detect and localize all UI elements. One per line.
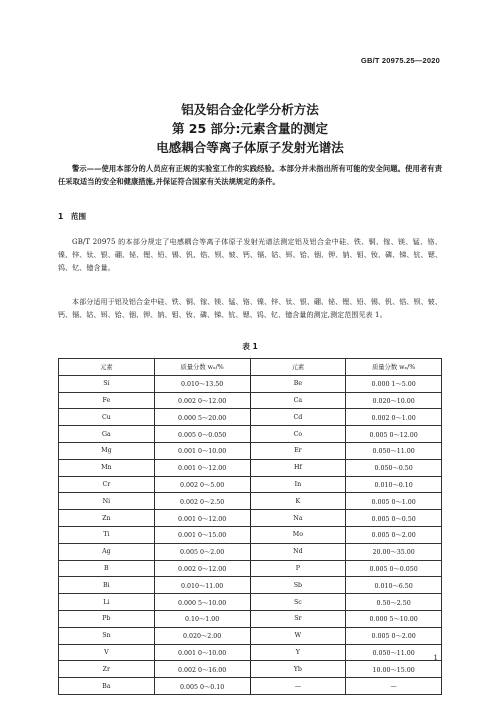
document-title bbox=[0, 100, 500, 157]
element-cell: Cr bbox=[59, 476, 155, 493]
mass-fraction-cell: 0.002 0～2.50 bbox=[154, 493, 250, 510]
element-cell: P bbox=[250, 560, 346, 577]
mass-fraction-cell: 0.005 0～0.10 bbox=[154, 678, 250, 695]
table-row bbox=[59, 426, 442, 443]
table-row bbox=[59, 661, 442, 678]
mass-fraction-cell: 0.000 5～10.00 bbox=[346, 610, 442, 627]
element-cell: Ag bbox=[59, 543, 155, 560]
table-row bbox=[59, 543, 442, 560]
element-cell: W bbox=[250, 627, 346, 644]
standard-code: GB/T 20975.25—2020 bbox=[360, 56, 440, 65]
element-cell: Y bbox=[250, 644, 346, 661]
element-cell: Mg bbox=[59, 442, 155, 459]
element-cell: Mn bbox=[59, 459, 155, 476]
element-cell: Yb bbox=[250, 661, 346, 678]
element-cell: Mo bbox=[250, 526, 346, 543]
element-cell: Ti bbox=[59, 526, 155, 543]
table-row bbox=[59, 375, 442, 392]
mass-fraction-cell: 0.002 0～12.00 bbox=[154, 560, 250, 577]
element-cell: Ni bbox=[59, 493, 155, 510]
table-row bbox=[59, 594, 442, 611]
table-row bbox=[59, 459, 442, 476]
table-row bbox=[59, 560, 442, 577]
mass-fraction-cell: 0.005 0～1.00 bbox=[346, 493, 442, 510]
table-row bbox=[59, 392, 442, 409]
mass-fraction-cell: 0.050～0.50 bbox=[346, 459, 442, 476]
element-cell: Si bbox=[59, 375, 155, 392]
table-row bbox=[59, 577, 442, 594]
element-cell: V bbox=[59, 644, 155, 661]
element-cell: Li bbox=[59, 594, 155, 611]
table-row bbox=[59, 493, 442, 510]
element-cell: Sr bbox=[250, 610, 346, 627]
mass-fraction-cell: 0.010～0.10 bbox=[346, 476, 442, 493]
table-header-row bbox=[59, 359, 442, 376]
element-cell: B bbox=[59, 560, 155, 577]
mass-fraction-cell: 0.050～11.00 bbox=[346, 644, 442, 661]
element-cell: Cd bbox=[250, 409, 346, 426]
element-cell: Er bbox=[250, 442, 346, 459]
scope-paragraph-1: GB/T 20975 的本部分规定了电感耦合等离子体原子发射光谱法测定铝及铝合金中硅、铁、铜、镓、镁、锰、铬、镍、锌、钛、银、硼、铋、锂、铅、锡、钒、锆、钡、铍、钙、镉、钴、铒、铪、铟、钾、钠、钼、钕、磷、锑、钪、锶、钨、钇、镱含量。 bbox=[58, 238, 442, 272]
mass-fraction-cell: 0.002 0～12.00 bbox=[154, 392, 250, 409]
mass-fraction-cell: 10.00～15.00 bbox=[346, 661, 442, 678]
mass-fraction-cell: 0.005 0～2.00 bbox=[154, 543, 250, 560]
header-mass-fraction: 质量分数 wₓ/% bbox=[346, 359, 442, 376]
element-cell: Na bbox=[250, 510, 346, 527]
mass-fraction-cell: 0.000 5～10.00 bbox=[154, 594, 250, 611]
mass-fraction-cell: — bbox=[346, 678, 442, 695]
table-row bbox=[59, 526, 442, 543]
table-row bbox=[59, 678, 442, 695]
table-row bbox=[59, 627, 442, 644]
mass-fraction-cell: 0.002 0～5.00 bbox=[154, 476, 250, 493]
table-body bbox=[59, 375, 442, 694]
element-cell: Pb bbox=[59, 610, 155, 627]
range-table bbox=[58, 358, 442, 695]
mass-fraction-cell: 0.050～11.00 bbox=[346, 442, 442, 459]
element-cell: Ga bbox=[59, 426, 155, 443]
mass-fraction-cell: 0.001 0～10.00 bbox=[154, 442, 250, 459]
mass-fraction-cell: 0.010～6.50 bbox=[346, 577, 442, 594]
mass-fraction-cell: 0.005 0～0.050 bbox=[154, 426, 250, 443]
table-row bbox=[59, 476, 442, 493]
mass-fraction-cell: 0.005 0～2.00 bbox=[346, 526, 442, 543]
mass-fraction-cell: 0.000 1～5.00 bbox=[346, 375, 442, 392]
element-cell: Sc bbox=[250, 594, 346, 611]
scope-paragraph-2: 本部分适用于铝及铝合金中硅、铁、铜、镓、镁、锰、铬、镍、锌、钛、银、硼、铋、锂、铅、锡、钒、锆、钡、铍、钙、镉、钴、铒、铪、铟、钾、钠、钼、钕、磷、锑、钪、锶、钨、钇、镱含量的测定,测定范围见表 1。 bbox=[58, 298, 442, 319]
element-cell: K bbox=[250, 493, 346, 510]
safety-warning: 警示——使用本部分的人员应有正规的实验室工作的实践经验。本部分并未指出所有可能的安全问题。使用者有责任采取适当的安全和健康措施,并保证符合国家有关法规规定的条件。 bbox=[58, 164, 442, 186]
mass-fraction-cell: 0.002 0～1.00 bbox=[346, 409, 442, 426]
element-cell: Ca bbox=[250, 392, 346, 409]
page-number: 1 bbox=[433, 654, 438, 662]
mass-fraction-cell: 0.000 5～20.00 bbox=[154, 409, 250, 426]
mass-fraction-cell: 20.00～35.00 bbox=[346, 543, 442, 560]
mass-fraction-cell: 0.020～10.00 bbox=[346, 392, 442, 409]
element-cell: In bbox=[250, 476, 346, 493]
mass-fraction-cell: 0.50～2.50 bbox=[346, 594, 442, 611]
table-row bbox=[59, 442, 442, 459]
mass-fraction-cell: 0.001 0～12.00 bbox=[154, 510, 250, 527]
mass-fraction-cell: 0.001 0～10.00 bbox=[154, 644, 250, 661]
table-row bbox=[59, 610, 442, 627]
element-cell: Zn bbox=[59, 510, 155, 527]
mass-fraction-cell: 0.020～2.00 bbox=[154, 627, 250, 644]
element-cell: Fe bbox=[59, 392, 155, 409]
element-cell: Be bbox=[250, 375, 346, 392]
mass-fraction-cell: 0.005 0～12.00 bbox=[346, 426, 442, 443]
element-cell: Cu bbox=[59, 409, 155, 426]
element-cell: Sb bbox=[250, 577, 346, 594]
element-cell: Ba bbox=[59, 678, 155, 695]
table-row bbox=[59, 510, 442, 527]
mass-fraction-cell: 0.010～11.00 bbox=[154, 577, 250, 594]
mass-fraction-cell: 0.001 0～12.00 bbox=[154, 459, 250, 476]
element-cell: Bi bbox=[59, 577, 155, 594]
table-title: 表 1 bbox=[242, 342, 258, 351]
table-row bbox=[59, 409, 442, 426]
mass-fraction-cell: 0.001 0～15.00 bbox=[154, 526, 250, 543]
mass-fraction-cell: 0.010～13.50 bbox=[154, 375, 250, 392]
element-cell: Hf bbox=[250, 459, 346, 476]
element-cell: Nd bbox=[250, 543, 346, 560]
mass-fraction-cell: 0.005 0～0.050 bbox=[346, 560, 442, 577]
title-line-3: 电感耦合等离子体原子发射光谱法 bbox=[156, 140, 344, 155]
element-cell: Sn bbox=[59, 627, 155, 644]
title-line-2: 第 25 部分:元素含量的测定 bbox=[171, 121, 329, 136]
section-heading-scope: 1 范围 bbox=[58, 212, 87, 221]
header-element: 元素 bbox=[59, 359, 155, 376]
title-line-1: 铝及铝合金化学分析方法 bbox=[181, 102, 319, 117]
element-cell: Zr bbox=[59, 661, 155, 678]
mass-fraction-cell: 0.002 0～16.00 bbox=[154, 661, 250, 678]
mass-fraction-cell: 0.005 0～0.50 bbox=[346, 510, 442, 527]
header-element: 元素 bbox=[250, 359, 346, 376]
header-mass-fraction: 质量分数 wₓ/% bbox=[154, 359, 250, 376]
mass-fraction-cell: 0.005 0～2.00 bbox=[346, 627, 442, 644]
element-cell: — bbox=[250, 678, 346, 695]
table-row bbox=[59, 644, 442, 661]
mass-fraction-cell: 0.10～1.00 bbox=[154, 610, 250, 627]
element-cell: Co bbox=[250, 426, 346, 443]
